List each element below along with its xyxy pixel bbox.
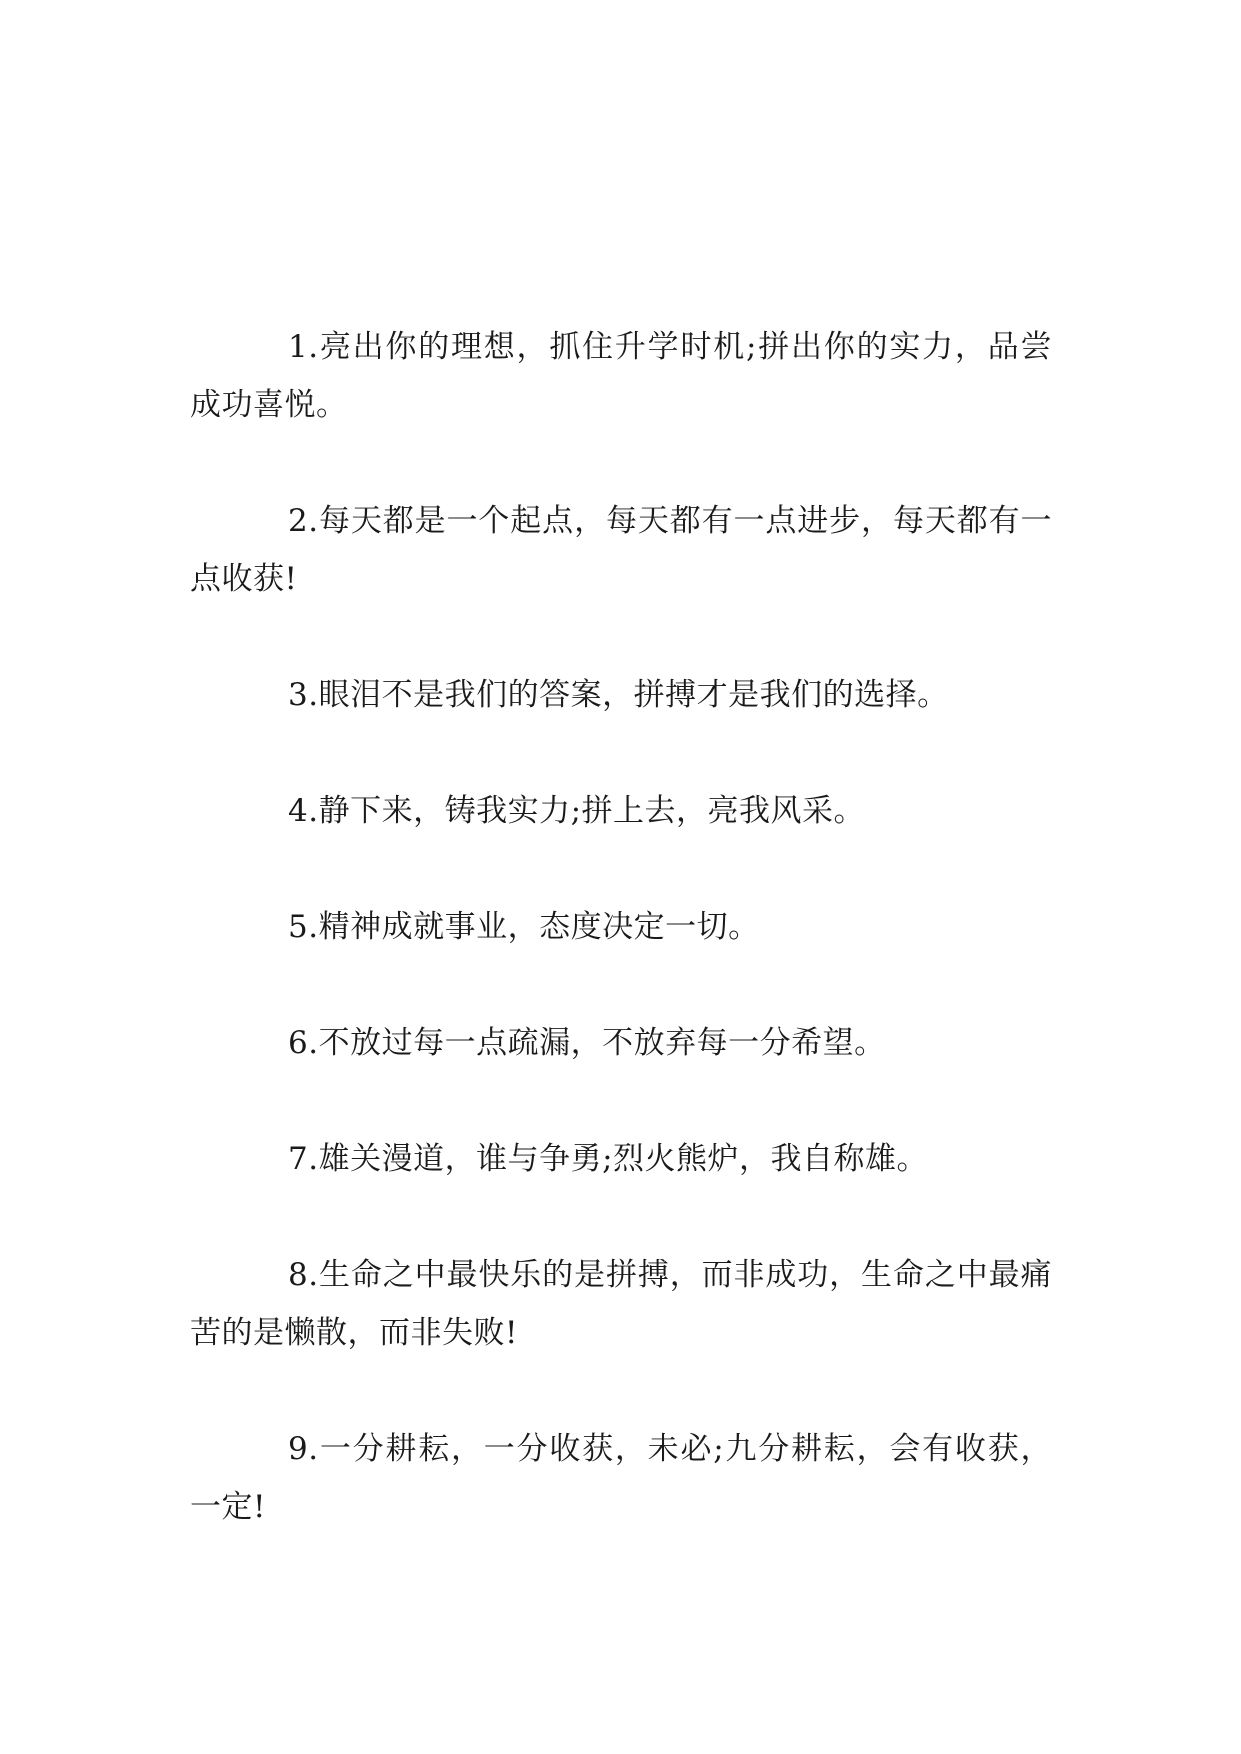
list-item: 8.生命之中最快乐的是拼搏，而非成功，生命之中最痛苦的是懒散，而非失败! <box>190 1257 1052 1351</box>
paragraph-spacer <box>190 724 1052 782</box>
document-body <box>190 318 1052 1536</box>
paragraph-spacer <box>190 1072 1052 1130</box>
list-item: 5.精神成就事业，态度决定一切。 <box>288 909 760 945</box>
paragraph-spacer <box>190 434 1052 492</box>
list-item: 6.不放过每一点疏漏，不放弃每一分希望。 <box>288 1025 886 1061</box>
list-item: 2.每天都是一个起点，每天都有一点进步，每天都有一点收获! <box>190 503 1052 597</box>
list-item: 1.亮出你的理想，抓住升学时机;拼出你的实力，品尝成功喜悦。 <box>190 329 1052 423</box>
paragraph-spacer <box>190 1188 1052 1246</box>
paragraph-spacer <box>190 956 1052 1014</box>
list-item: 9.一分耕耘，一分收获，未必;九分耕耘，会有收获，一定! <box>190 1431 1052 1525</box>
paragraph-spacer <box>190 608 1052 666</box>
paragraph-spacer <box>190 1362 1052 1420</box>
list-item: 4.静下来，铸我实力;拼上去，亮我风采。 <box>288 793 866 829</box>
paragraph-spacer <box>190 840 1052 898</box>
list-item: 7.雄关漫道，谁与争勇;烈火熊炉，我自称雄。 <box>288 1141 929 1177</box>
list-item: 3.眼泪不是我们的答案，拼搏才是我们的选择。 <box>288 677 949 713</box>
